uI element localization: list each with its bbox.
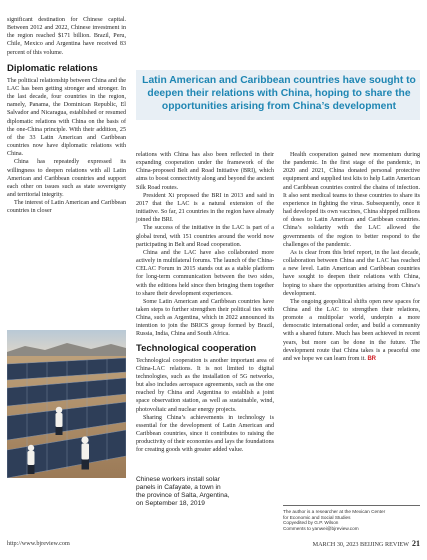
body-paragraph: China has repeatedly expressed its willingness to deepen relations with all Latin American and Caribbean countries and support each other on issues such as state sovereignty and territorial integrity. — [7, 159, 126, 198]
solar-panels-illustration — [7, 330, 126, 478]
caption-line: on September 18, 2019 — [136, 500, 205, 507]
bio-line: for Economic and Social Studies — [283, 514, 351, 520]
column-right — [283, 151, 420, 363]
author-bio — [283, 505, 420, 532]
closing-paragraph-text: The ongoing geopolitical shifts open new spaces for China and the LAC to strengthen their relations, promote a multipolar world, underpin a more democratic international order, and build a community with a shared future. Much has been achieved in recent years, but more can be done in the future. The development route that China takes is a peaceful one and we hope we can learn from it. — [283, 298, 420, 362]
body-paragraph: President Xi proposed the BRI in 2013 and said in 2017 that the LAC is a natural extension of the initiative. So far, 21 countries in the region have already joined the BRI. — [136, 192, 274, 224]
body-paragraph: Some Latin American and Caribbean countries have taken steps to further strengthen their political ties with China, such as Argentina, which in 2022 announced its intention to join the BRICS group formed by Brazil, Russia, India, China and South Africa. — [136, 298, 274, 338]
body-paragraph: Technological cooperation is another important area of China-LAC relations. It is not limited to digital technologies, such as the installation of 5G networks, but also includes aerospace agreements, such as the one reached by China and Argentina to establish a joint space observation station, as well as sustainable, wind, photovoltaic and nuclear energy projects. — [136, 357, 274, 413]
solar-panels-photo — [7, 330, 126, 478]
caption-line: panels in Cafayate, a town in — [136, 484, 221, 491]
caption-line: the province of Salta, Argentina, — [136, 492, 230, 499]
intro-paragraph: significant destination for Chinese capital. Between 2012 and 2022, Chinese investment in the region reached $171 billion. Brazil, Peru, Chile, Mexico and Argentina have received 83 percent of this volume. — [7, 17, 126, 56]
body-paragraph: The success of the initiative in the LAC is part of a global trend, with 151 countries around the world now participating in Belt and Road cooperation. — [136, 225, 274, 248]
body-paragraph — [283, 298, 420, 363]
photo-caption — [136, 476, 274, 508]
end-of-article-mark: BR — [367, 355, 376, 362]
bio-line: Copyedited by G.P. Wilson — [283, 520, 339, 526]
body-paragraph: The political relationship between China and the LAC has been getting stronger and stronger. In the last decade, four countries in the region, namely, Panama, the Dominican Republic, El Salvador and Nicaragua, established or resumed diplomatic relations with China on the basis of the one-China principle. With their addition, 25 of the 33 Latin American and Caribbean countries now have diplomatic relations with China. — [7, 77, 126, 158]
issue-line: MARCH 30, 2023 BEIJING REVIEW — [312, 541, 409, 548]
pull-quote-text: Latin American and Caribbean countries have sought to deepen their relations with China, hoping to share the opportunities arising from China’s development — [142, 75, 416, 112]
section-heading-diplomatic-relations: Diplomatic relations — [7, 62, 98, 74]
bio-line: The author is a researcher at the Mexican Center — [283, 509, 386, 514]
body-paragraph: Health cooperation gained new momentum during the pandemic. In the first stage of the pandemic, in 2020 and 2021, China donated personal protective equipment and supplied test kits to help Latin American and Caribbean countries control the chains of infection. It also sent medical teams to these countries to share its experience in fighting the virus. Subsequently, once it had developed its own vaccines, China shipped millions of doses to Latin American and Caribbean countries. China’s solidarity with the LAC allowed the governments of the region to better respond to the challenges of the pandemic. — [283, 152, 420, 248]
body-paragraph: relations with China has also been reflected in their expanding cooperation under the framework of the China-proposed Belt and Road Initiative (BRI), which aims to boost connectivity along and beyond the ancient Silk Road routes. — [136, 152, 274, 191]
body-paragraph: As is clear from this brief report, in the last decade, collaboration between China and the LAC has reached a new level. Latin American and Caribbean countries have sought to deepen their relations with China, hoping to share the opportunities arising from China’s development. — [283, 249, 420, 297]
body-paragraph: Sharing China’s achievements in technology is essential for the development of Latin American and Caribbean countries, since it contributes to raising the productivity of their economies and lays the foundations for creating goods with greater added value. — [136, 414, 274, 454]
column-middle — [136, 151, 274, 454]
body-paragraph: China and the LAC have also collaborated more actively in multilateral forums. The launch of the China-CELAC Forum in 2015 stands out as a stable platform for long-term communication between the two sides, with the editions held since then bringing them together to share their development experiences. — [136, 249, 274, 297]
footer-issue — [313, 539, 420, 548]
column-left — [7, 16, 126, 215]
footer-url: http://www.bjreview.com — [7, 540, 70, 547]
section-heading-technological-cooperation: Technological cooperation — [136, 342, 257, 354]
page-number: 21 — [412, 539, 420, 548]
bio-line: Comments to yanwei@bjreview.com — [283, 526, 359, 532]
caption-line: Chinese workers install solar — [136, 476, 220, 483]
body-paragraph: The interest of Latin American and Caribbean countries in closer — [7, 200, 127, 215]
